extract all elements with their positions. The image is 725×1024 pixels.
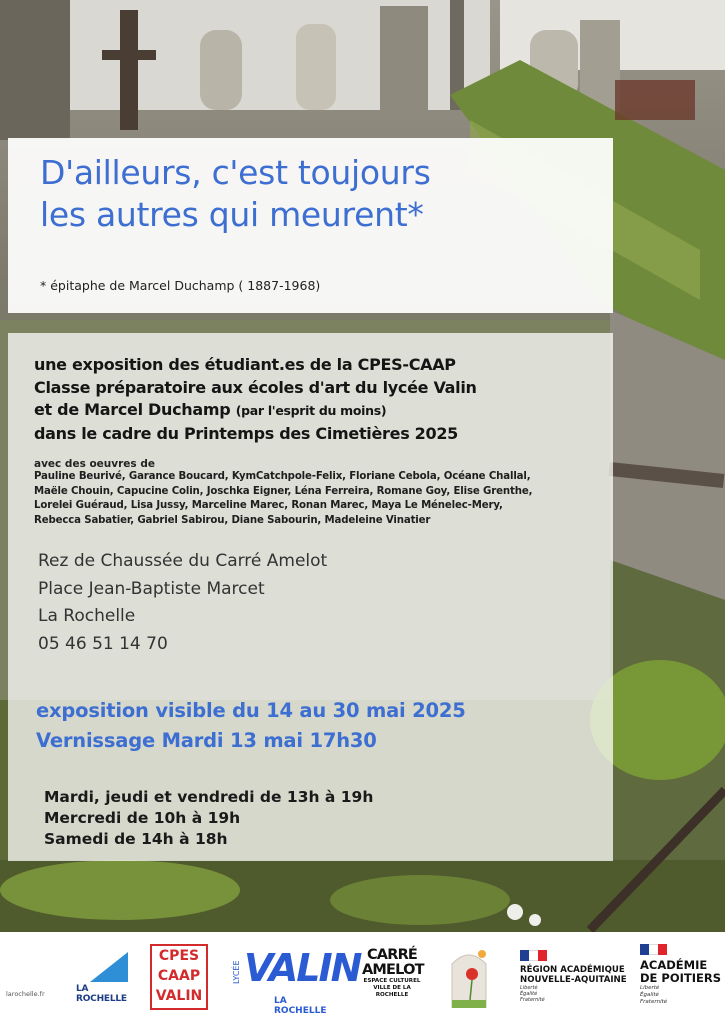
dates-block [36,696,466,756]
logo-region-academique [520,946,630,1006]
artists-line-2: Maële Chouin, Capucine Colin, Joschka Eigner, Léna Ferreira, Romane Goy, Elise Grenthe, [34,485,533,497]
hours-line-2: Mercredi de 10h à 19h [44,809,241,827]
epitaph-note: * épitaphe de Marcel Duchamp ( 1887-1968) [40,278,321,293]
logo-la-rochelle [76,952,128,1004]
artists-line-1: Pauline Beurivé, Garance Boucard, KymCatchpole-Felix, Floriane Cebola, Océane Challal, [34,471,531,482]
logo-la-rochelle-text [76,984,127,1004]
footer-logos [0,932,725,1024]
logo-la-rochelle-line-2: ROCHELLE [76,994,127,1004]
logo-acad-motto-1: Liberté [640,985,660,991]
logo-region-line-1: RÉGION ACADÉMIQUE [520,965,625,975]
logo-academie-poitiers [640,940,722,1014]
intro-line-3 [34,399,609,423]
logo-acad-motto-2: Égalité [640,992,659,998]
logo-region-motto-1: Liberté [520,985,538,991]
exhibition-dates: exposition visible du 14 au 30 mai 2025 [36,699,466,722]
address-line-2: Place Jean-Baptiste Marcet [38,578,265,599]
logo-region-line-2: NOUVELLE-AQUITAINE [520,975,627,985]
poster-title [40,152,600,236]
logo-la-rochelle-line-1: LA [76,984,89,994]
intro-line-1: une exposition des étudiant.es de la CPES-CAAP [34,355,456,374]
logo-lycee-valin [232,946,361,1016]
logo-valin-sub: LA ROCHELLE [274,996,327,1016]
french-flag-icon [640,944,666,955]
title-line-1: D'ailleurs, c'est toujours [40,153,431,192]
intro-line-4: dans le cadre du Printemps des Cimetières 2025 [34,423,459,443]
logo-printemps-cimetieres [448,944,490,1008]
logo-acad-motto-3: Fraternité [640,999,668,1005]
logo-acad-line-2: DE POITIERS [640,971,722,985]
artists-line-4: Rebecca Sabatier, Gabriel Sabirou, Diane Sabourin, Madeleine Vinatier [34,514,431,526]
french-flag-icon [520,950,546,961]
vernissage-date: Vernissage Mardi 13 mai 17h30 [36,729,377,752]
la-rochelle-triangle-icon [76,952,128,982]
logo-valin-small: LYCÉE [232,960,241,984]
hours-line-1: Mardi, jeudi et vendredi de 13h à 19h [44,788,374,806]
site-credit: larochelle.fr [6,990,45,998]
logo-cpes-line-1: CPES [158,948,200,964]
phone-number: 05 46 51 14 70 [38,633,168,654]
works-label: avec des oeuvres de [34,458,155,470]
tombstone-poppy-icon [448,944,490,1008]
address-block [38,548,327,658]
address-line-3: La Rochelle [38,606,136,626]
opening-hours [44,787,373,850]
address-line-1: Rez de Chaussée du Carré Amelot [38,551,328,571]
logo-carre-amelot [362,948,422,1010]
artists-list [34,470,604,528]
logo-carre-line-4: VILLE DE LA ROCHELLE [373,985,411,998]
logo-valin-big: VALIN [244,946,361,990]
logo-cpes-caap-valin [150,944,208,1010]
logo-acad-line-1: ACADÉMIE [640,958,708,972]
logo-region-motto-2: Égalité [520,991,538,997]
title-line-2: les autres qui meurent* [40,195,424,234]
intro-line-3-aside: (par l'esprit du moins) [235,403,387,418]
logo-carre-line-1: CARRÉ [366,947,418,963]
logo-region-motto-3: Fraternité [520,997,545,1003]
logo-cpes-line-3: VALIN [155,988,203,1004]
artists-line-3: Lorelei Guéraud, Lisa Jussy, Marceline Marec, Ronan Marec, Maya Le Ménelec-Mery, [34,500,503,511]
logo-cpes-line-2: CAAP [157,968,201,984]
intro-line-3-main: et de Marcel Duchamp [34,400,231,419]
logo-carre-line-2: AMELOT [362,962,424,978]
intro-line-2: Classe préparatoire aux écoles d'art du lycée Valin [34,377,477,397]
logo-carre-line-3: ESPACE CULTUREL [363,978,421,984]
intro-text [34,354,609,445]
hours-line-3: Samedi de 14h à 18h [44,830,228,848]
